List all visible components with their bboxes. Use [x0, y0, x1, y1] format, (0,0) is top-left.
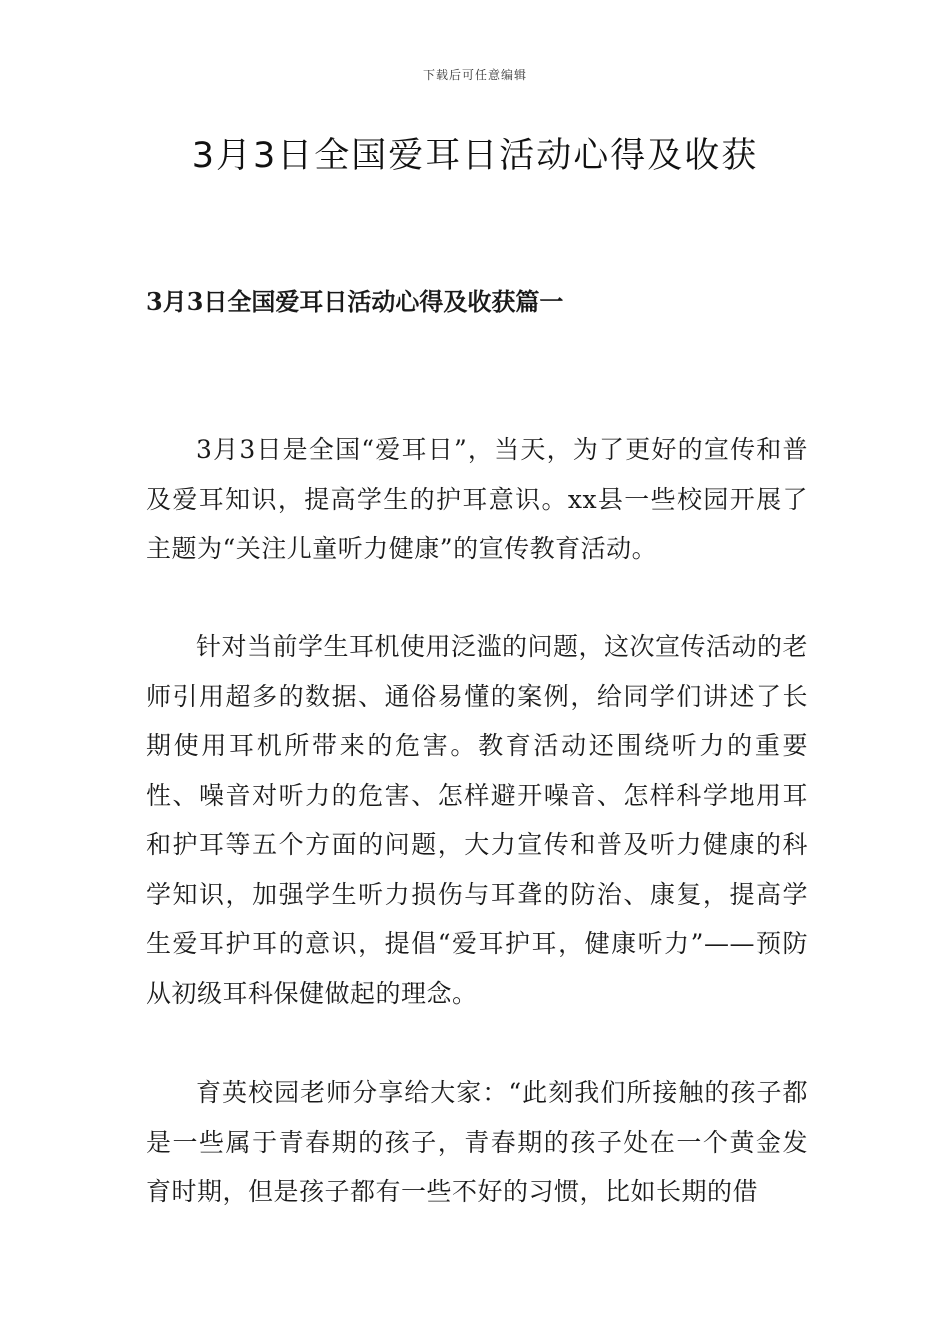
paragraph: 针对当前学生耳机使用泛滥的问题，这次宣传活动的老师引用超多的数据、通俗易懂的案例，给同学们讲述了长期使用耳机所带来的危害。教育活动还围绕听力的重要性、噪音对听力的危害、怎样避开噪音、怎样科学地用耳和护耳等五个方面的问题，大力宣传和普及听力健康的科学知识，加强学生听力损伤与耳聋的防治、康复，提高学生爱耳护耳的意识，提倡“爱耳护耳，健康听力”——预防从初级耳科保健做起的理念。 [146, 632, 809, 1008]
paragraph: 3月3日是全国“爱耳日”，当天，为了更好的宣传和普及爱耳知识，提高学生的护耳意识。xx县一些校园开展了主题为“关注儿童听力健康”的宣传教育活动。 [146, 435, 808, 563]
section-heading: 3月3日全国爱耳日活动心得及收获篇一 [146, 287, 564, 316]
paragraph-block-2 [146, 622, 808, 1018]
paragraph-block-1 [146, 425, 808, 574]
document-title: 3月3日全国爱耳日活动心得及收获 [191, 136, 759, 176]
paragraph-block-3 [146, 1068, 808, 1217]
paragraph: 育英校园老师分享给大家：“此刻我们所接触的孩子都是一些属于青春期的孩子，青春期的孩子处在一个黄金发育时期，但是孩子都有一些不好的习惯，比如长期的借 [146, 1078, 808, 1206]
header-note: 下载后可任意编辑 [422, 68, 527, 82]
